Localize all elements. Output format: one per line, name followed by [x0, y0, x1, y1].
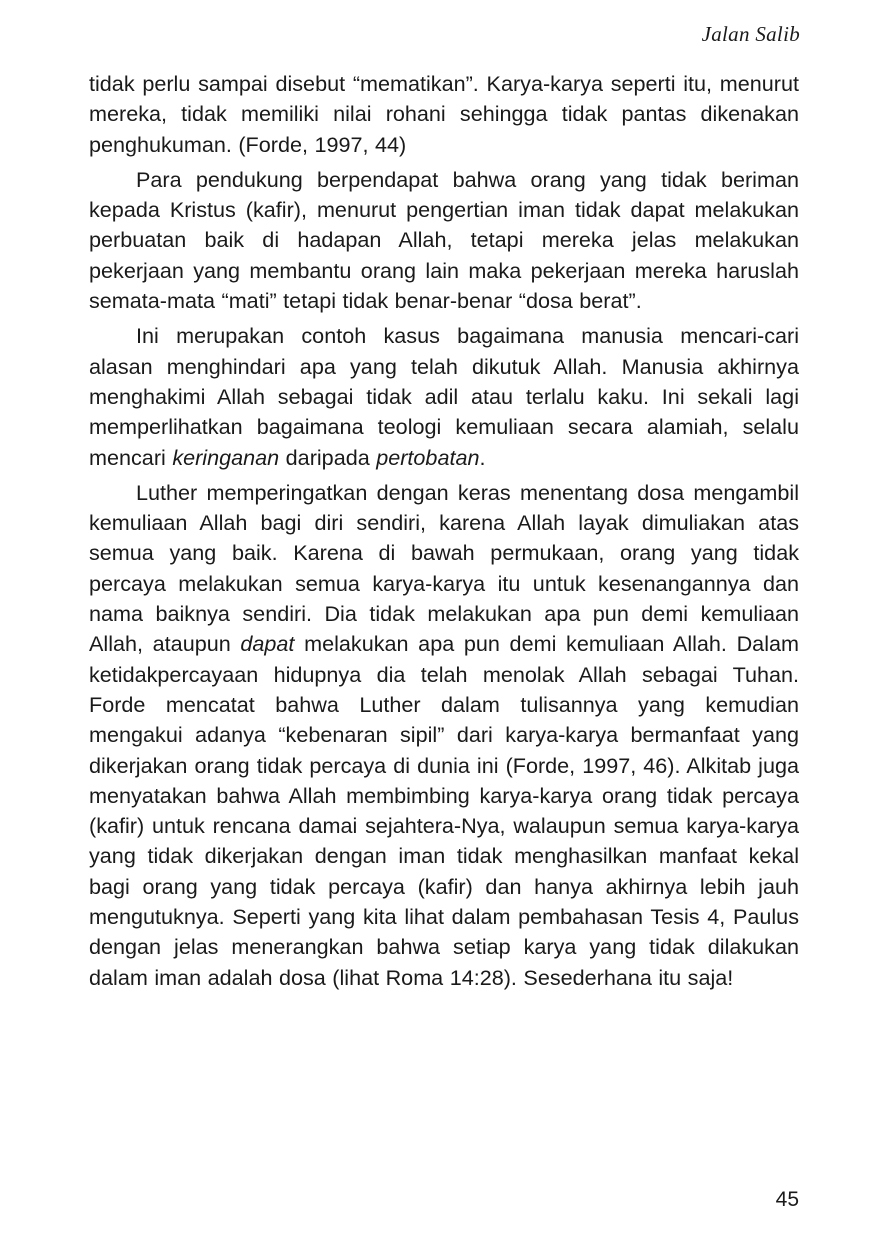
emphasis-pertobatan: pertobatan [376, 444, 480, 470]
paragraph-4-text-b: melakukan apa pun demi kemuliaan Allah. Dalam ketidakpercayaan hidupnya dia telah menolak Allah sebagai Tuhan. Forde mencatat bahwa Luther dalam tulisannya yang kemudian mengakui adanya “kebenaran sipil” dari karya-karya bermanfaat yang dikerjakan orang tidak percaya di dunia ini (Forde, 1997, 46). Alkitab juga menyatakan bahwa Allah membimbing karya-karya orang tidak percaya (kafir) untuk rencana damai sejahtera-Nya, walaupun semua karya-karya yang tidak dikerjakan dengan iman tidak menghasilkan manfaat kekal bagi orang yang tidak percaya (kafir) dan hanya akhirnya lebih jauh mengutuknya. Seperti yang kita lihat dalam pembahasan Tesis 4, Paulus dengan jelas menerangkan bahwa setiap karya yang tidak dilakukan dalam iman adalah dosa (lihat Roma 14:28). Sesederhana itu saja! [89, 631, 799, 990]
page-body [89, 69, 799, 993]
paragraph-2: Para pendukung berpendapat bahwa orang yang tidak beriman kepada Kristus (kafir), menurut pengertian iman tidak dapat melakukan perbuatan baik di hadapan Allah, tetapi mereka jelas melakukan pekerjaan yang membantu orang lain maka pekerjaan mereka haruslah semata-mata “mati” tetapi tidak benar-benar “dosa berat”. [89, 166, 799, 314]
running-header-title: Jalan Salib [701, 22, 800, 46]
paragraph-3-text-c: . [479, 444, 486, 470]
emphasis-keringanan: keringanan [172, 444, 280, 470]
page-number: 45 [775, 1188, 799, 1211]
emphasis-dapat: dapat [240, 631, 295, 657]
paragraph-4 [89, 478, 799, 993]
paragraph-3-text-a: Ini merupakan contoh kasus bagaimana manusia mencari-cari alasan menghindari apa yang telah dikutuk Allah. Manusia akhirnya menghakimi Allah sebagai tidak adil atau terlalu kaku. Ini sekali lagi memperlihatkan bagaimana teologi kemuliaan secara alamiah, selalu mencari [89, 323, 799, 470]
paragraph-3 [89, 321, 799, 472]
paragraph-4-text-a: Luther memperingatkan dengan keras menentang dosa mengambil kemuliaan Allah bagi diri sendiri, karena Allah layak dimuliakan atas semua yang baik. Karena di bawah permukaan, orang yang tidak percaya melakukan semua karya-karya itu untuk kesenangannya dan nama baiknya sendiri. Dia tidak melakukan apa pun demi kemuliaan Allah, ataupun [89, 479, 799, 657]
paragraph-3-text-b: daripada [279, 444, 377, 470]
paragraph-1: tidak perlu sampai disebut “mematikan”. Karya-karya seperti itu, menurut mereka, tidak memiliki nilai rohani sehingga tidak pantas dikenakan penghukuman. (Forde, 1997, 44) [89, 71, 799, 157]
